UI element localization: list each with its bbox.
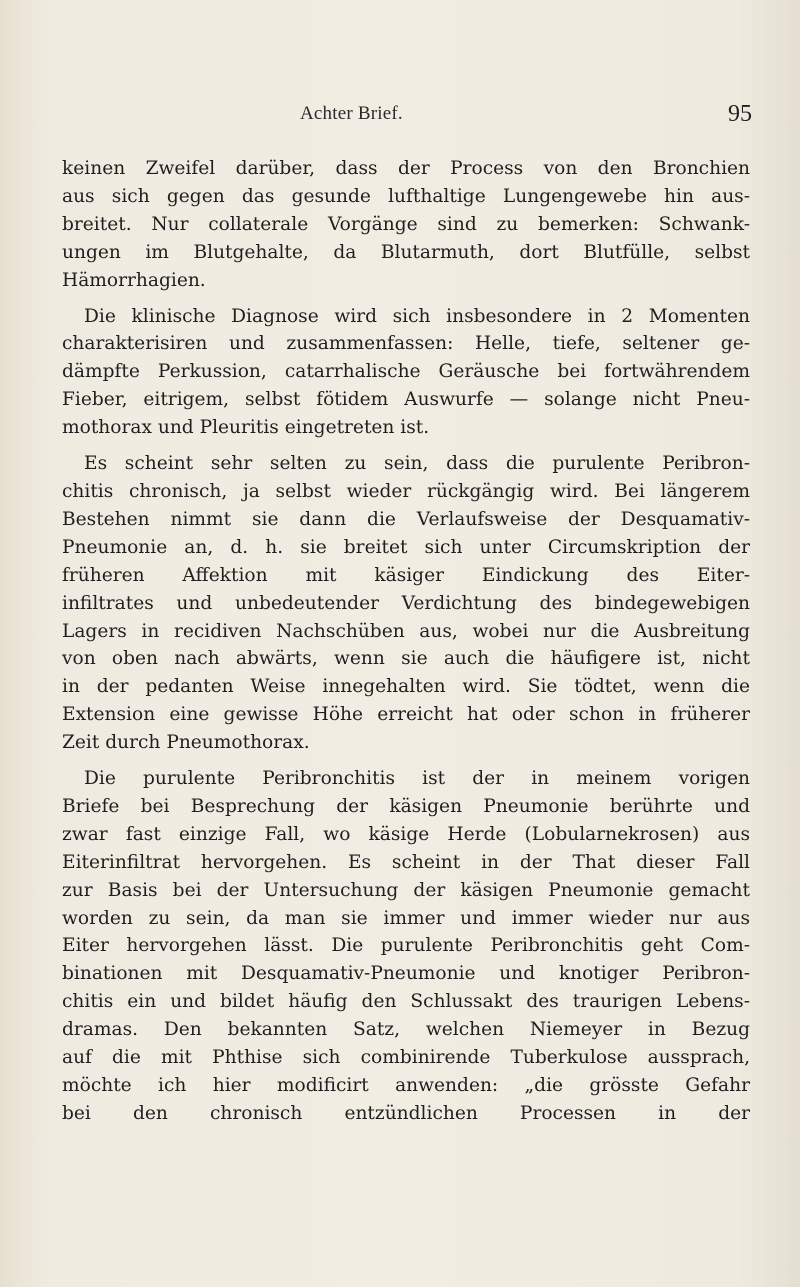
text-line: Pneumonie an, d. h. sie breitet sich unter Circumskription der	[62, 536, 750, 558]
text-line: infiltrates und unbedeutender Verdichtung des bindegewebigen	[62, 592, 750, 614]
text-line: Zeit durch Pneumothorax.	[62, 732, 310, 754]
paragraph-4	[62, 765, 750, 1128]
paragraph-1	[62, 155, 750, 295]
text-line: in der pedanten Weise innegehalten wird. Sie tödtet, wenn die	[62, 676, 750, 698]
text-line: dramas. Den bekannten Satz, welchen Niemeyer in Bezug	[62, 1019, 750, 1041]
text-line: worden zu sein, da man sie immer und immer wieder nur aus	[62, 907, 750, 929]
text-line: zwar fast einzige Fall, wo käsige Herde (Lobularnekrosen) aus	[62, 823, 750, 845]
text-line: keinen Zweifel darüber, dass der Process von den Bronchien	[62, 158, 750, 179]
text-line: chitis chronisch, ja selbst wieder rückgängig wird. Bei längerem	[62, 480, 750, 502]
paragraph-2	[62, 303, 750, 443]
text-line: aus sich gegen das gesunde lufthaltige Lungengewebe hin aus-	[62, 185, 750, 207]
text-line: Briefe bei Besprechung der käsigen Pneumonie berührte und	[62, 795, 750, 817]
text-line: von oben nach abwärts, wenn sie auch die häufigere ist, nicht	[62, 648, 750, 670]
text-line: dämpfte Perkussion, catarrhalische Geräusche bei fortwährendem	[62, 361, 750, 383]
text-line: Es scheint sehr selten zu sein, dass die purulente Peribron-	[84, 453, 750, 475]
paragraph-3	[62, 450, 750, 757]
text-line: früheren Affektion mit käsiger Eindickung des Eiter-	[62, 564, 750, 586]
running-header	[62, 103, 752, 143]
text-line: Eiterinfiltrat hervorgehen. Es scheint in der That dieser Fall	[62, 851, 750, 873]
text-line: binationen mit Desquamativ-Pneumonie und knotiger Peribron-	[62, 963, 750, 985]
text-line: ungen im Blutgehalte, da Blutarmuth, dort Blutfülle, selbst	[62, 241, 750, 263]
page-number: 95	[728, 101, 752, 127]
text-line: Extension eine gewisse Höhe erreicht hat oder schon in früherer	[62, 704, 750, 726]
text-line: Lagers in recidiven Nachschüben aus, wobei nur die Ausbreitung	[62, 620, 750, 642]
text-line: Die klinische Diagnose wird sich insbesondere in 2 Momenten	[84, 305, 750, 327]
text-line: bei den chronisch entzündlichen Processen in der	[62, 1102, 750, 1124]
header-title: Achter Brief.	[300, 103, 403, 124]
text-line: Fieber, eitrigem, selbst fötidem Auswurfe — solange nicht Pneu-	[62, 389, 750, 411]
text-line: zur Basis bei der Untersuchung der käsigen Pneumonie gemacht	[62, 879, 750, 901]
body-text	[62, 155, 750, 1136]
text-line: auf die mit Phthise sich combinirende Tuberkulose aussprach,	[62, 1047, 750, 1069]
text-line: chitis ein und bildet häufig den Schlussakt des traurigen Lebens-	[62, 991, 750, 1013]
text-line: breitet. Nur collaterale Vorgänge sind zu bemerken: Schwank-	[62, 213, 750, 235]
text-line: Hämorrhagien.	[62, 269, 206, 291]
text-line: Bestehen nimmt sie dann die Verlaufsweise der Desquamativ-	[62, 508, 750, 530]
text-line: möchte ich hier modificirt anwenden: „die grösste Gefahr	[62, 1075, 750, 1096]
text-line: Eiter hervorgehen lässt. Die purulente Peribronchitis geht Com-	[62, 935, 750, 957]
text-line: charakterisiren und zusammenfassen: Helle, tiefe, seltener ge-	[62, 333, 750, 355]
text-line: Die purulente Peribronchitis ist der in meinem vorigen	[84, 768, 750, 790]
text-line: mothorax und Pleuritis eingetreten ist.	[62, 417, 430, 439]
